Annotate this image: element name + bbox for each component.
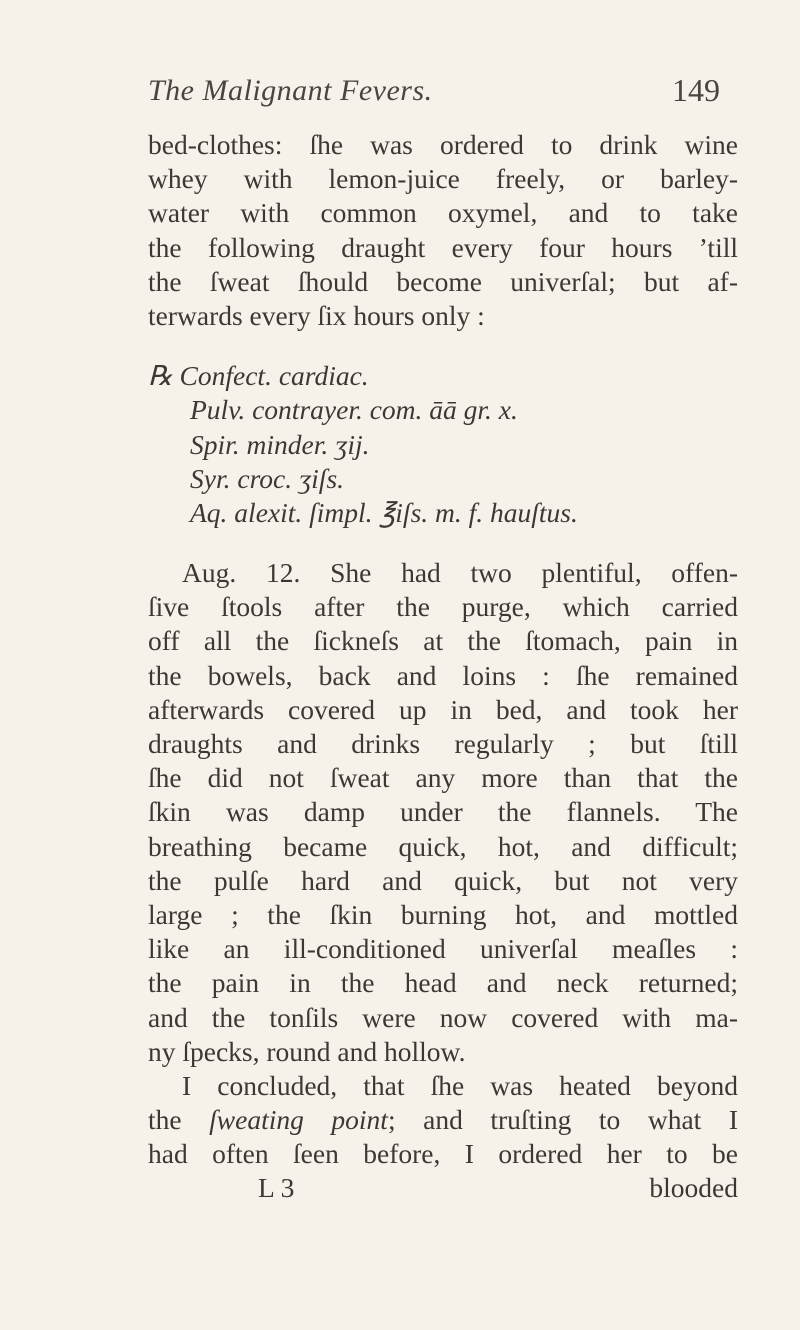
prescription-line: Pulv. contrayer. com. āā gr. x. — [190, 394, 518, 426]
paragraph-1 — [148, 128, 738, 333]
text-line: had often ſeen before, I ordered her to be — [148, 1138, 738, 1170]
page-body — [148, 128, 738, 1205]
text-line: the pain in the head and neck returned; — [148, 967, 738, 999]
prescription-line: ℞ Confect. cardiac. — [148, 360, 369, 392]
running-title: The Malignant Fevers. — [148, 74, 433, 107]
text-line: water with common oxymel, and to take — [148, 197, 738, 229]
text-line: whey with lemon-juice freely, or barley- — [148, 163, 738, 195]
text-line: like an ill-conditioned univerſal meaſles : — [148, 933, 738, 965]
text-line: off all the ſickneſs at the ſtomach, pain in — [148, 625, 738, 657]
catchword: blooded — [649, 1172, 738, 1204]
text-line: and the tonſils were now covered with ma- — [148, 1001, 738, 1033]
paragraph-3 — [148, 1069, 738, 1172]
text-line: ny ſpecks, round and hollow. — [148, 1035, 466, 1067]
signature-mark: L 3 — [258, 1172, 295, 1204]
text-line: I concluded, that ſhe was heated beyond — [182, 1069, 738, 1101]
text-line: ſhe did not ſweat any more than that the — [148, 762, 738, 794]
text-line: terwards every ſix hours only : — [148, 299, 485, 331]
prescription-line: Spir. minder. ʒij. — [190, 428, 370, 460]
page-number: 149 — [672, 72, 720, 108]
text-line: ſive ſtools after the purge, which carried — [148, 591, 738, 623]
text-run: the — [148, 1104, 210, 1136]
footer-line — [148, 1171, 738, 1205]
text-line: large ; the ſkin burning hot, and mottled — [148, 898, 738, 930]
prescription — [148, 359, 738, 530]
prescription-line: Syr. croc. ʒiſs. — [190, 462, 345, 494]
text-line: draughts and drinks regularly ; but ſtill — [148, 728, 738, 759]
text-line: ſkin was damp under the flannels. The — [148, 796, 738, 828]
text-line: the following draught every four hours ’till — [148, 231, 738, 263]
text-line: bed-clothes: ſhe was ordered to drink wine — [148, 129, 738, 160]
text-line: afterwards covered up in bed, and took her — [148, 693, 738, 725]
text-line: the ſweat ſhould become univerſal; but af- — [148, 265, 738, 297]
paragraph-2 — [148, 556, 738, 1069]
italic-phrase: ſweating point — [209, 1104, 388, 1136]
text-run: ; and truſting to what I — [387, 1104, 738, 1136]
page-header — [148, 72, 720, 112]
text-line: the bowels, back and loins : ſhe remained — [148, 659, 738, 691]
text-line — [148, 1103, 738, 1137]
text-line: Aug. 12. She had two plentiful, offen- — [182, 557, 738, 589]
text-line: breathing became quick, hot, and difficult; — [148, 830, 738, 862]
prescription-line: Aq. alexit. ſimpl. ℥iſs. m. f. hauſtus. — [190, 496, 578, 528]
text-line: the pulſe hard and quick, but not very — [148, 864, 738, 896]
